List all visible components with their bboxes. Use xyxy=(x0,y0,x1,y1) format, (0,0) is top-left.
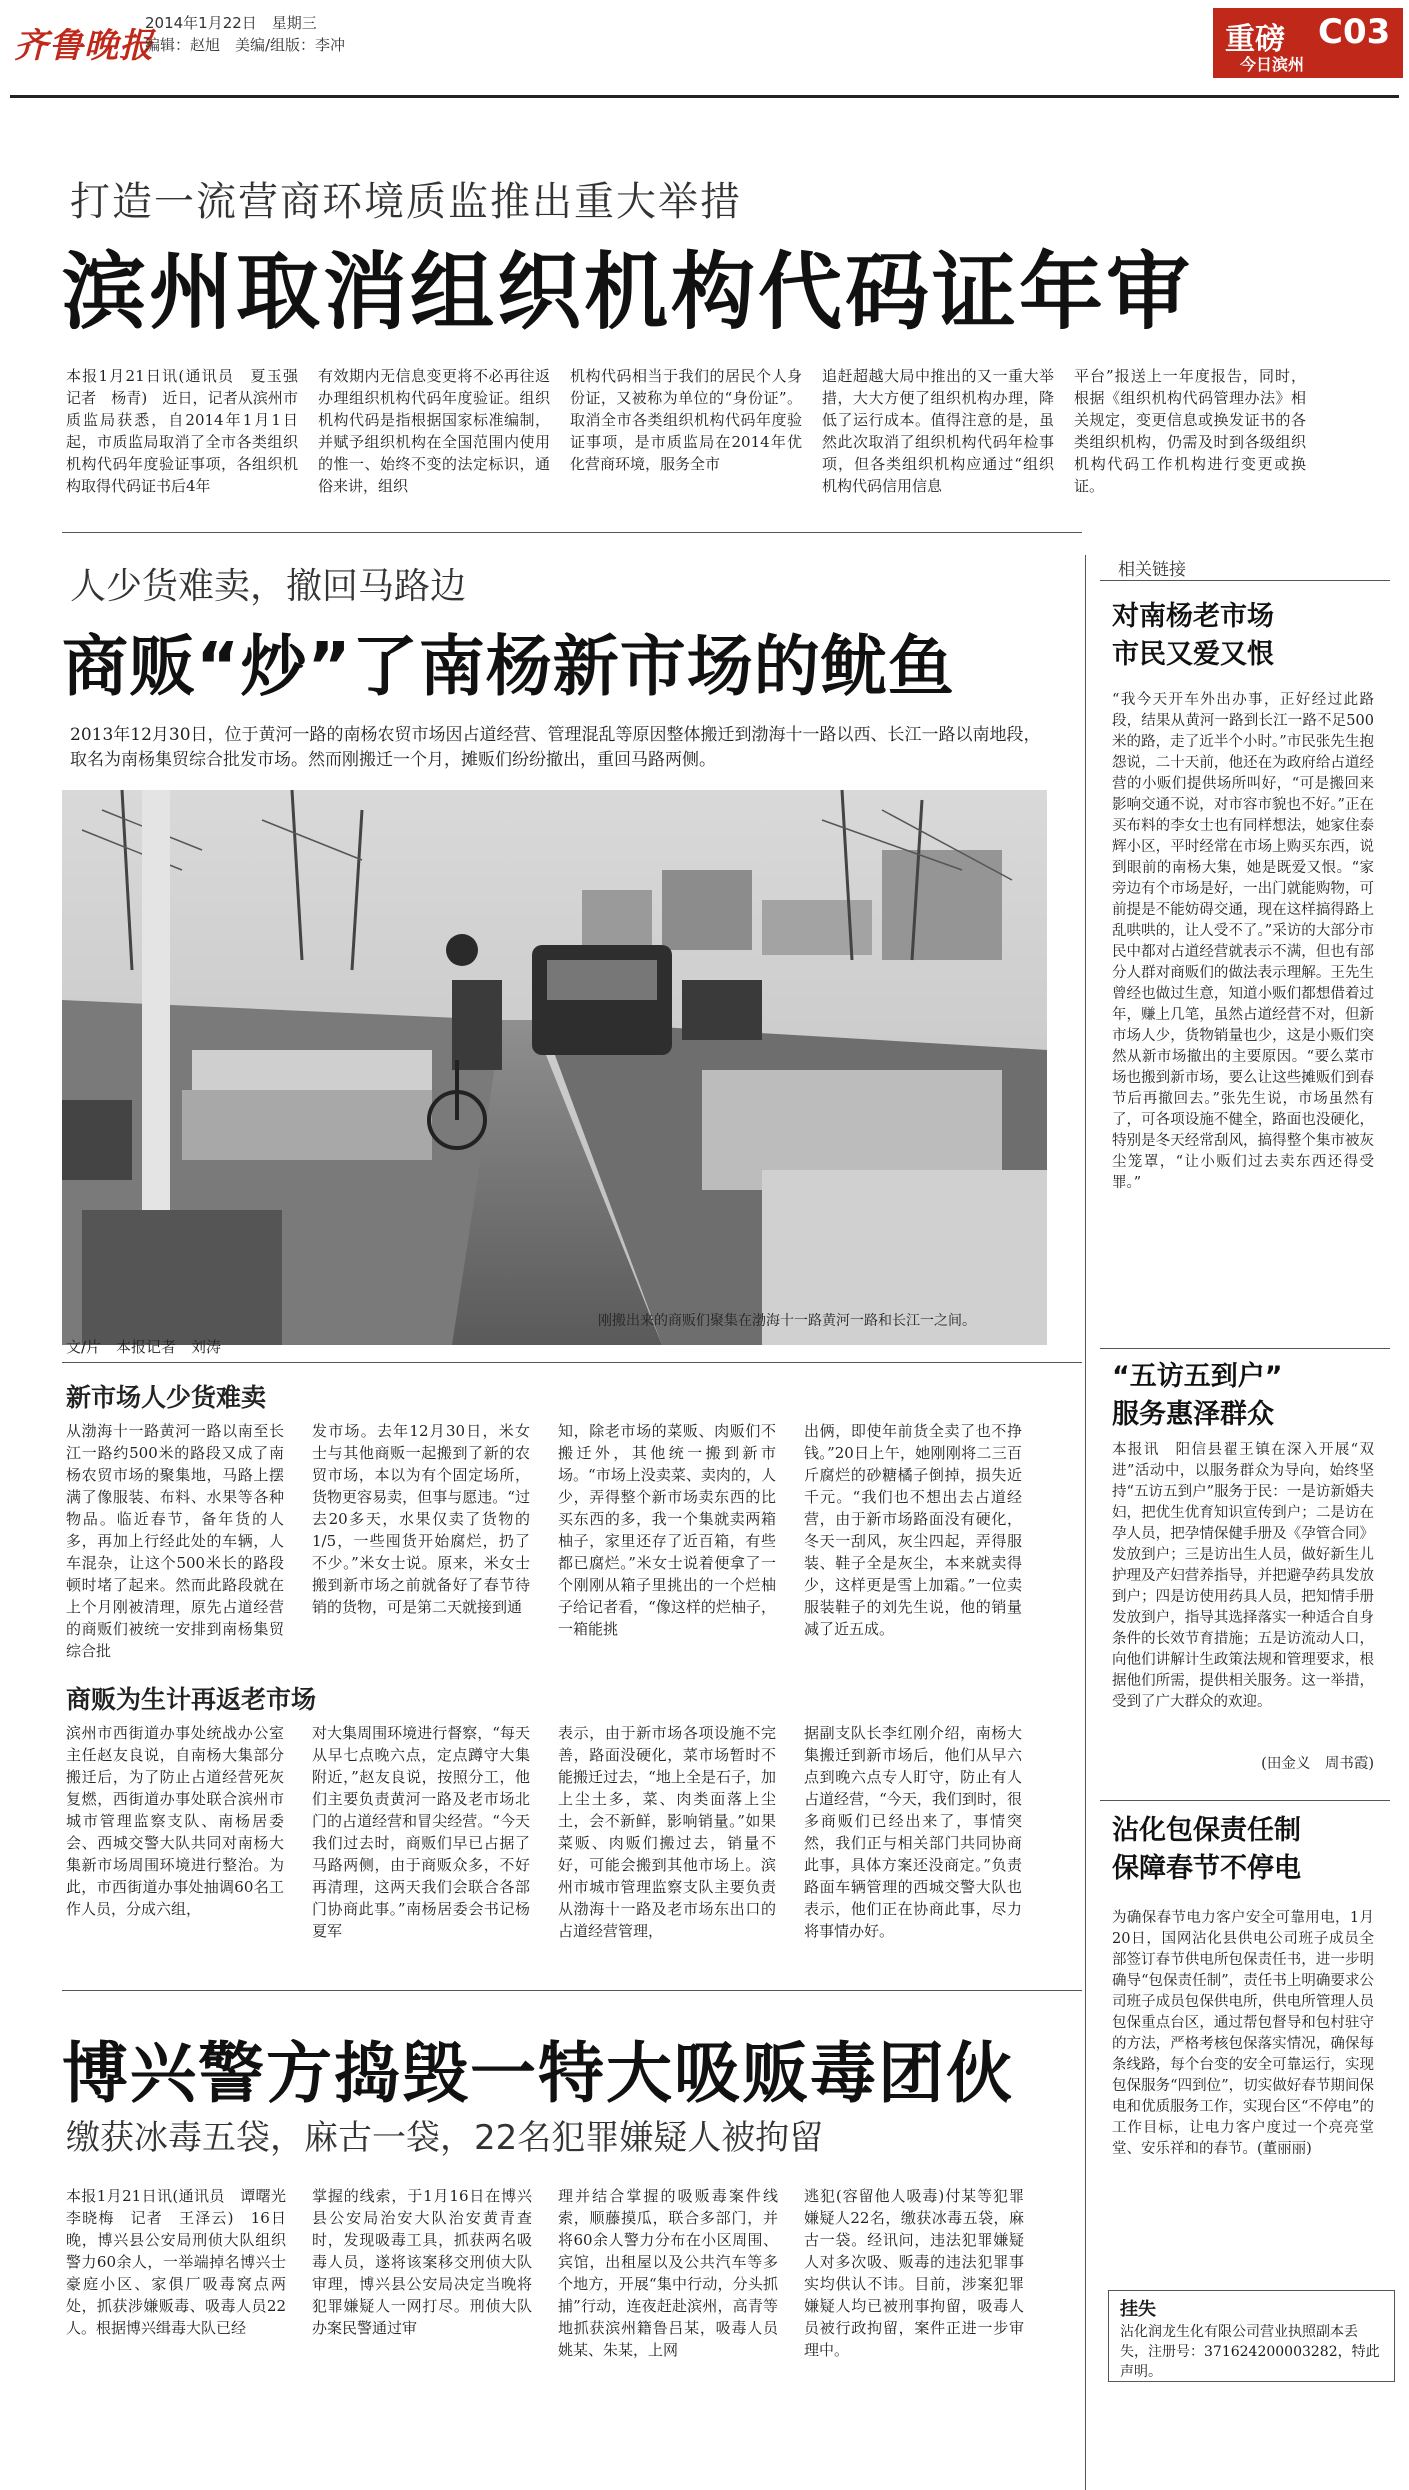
related-links-label: 相关链接 xyxy=(1118,560,1186,580)
story1-column-4: 追赶超越大局中推出的又一重大举措，大大方便了组织机构办理，降低了运行成本。值得注意的是，虽然此次取消了组织机构代码年检事项，但各类组织机构应通过“组织机构代码信用信息 xyxy=(822,367,1054,495)
editor-line: 编辑：赵旭 美编/组版：李冲 xyxy=(145,36,346,54)
page-number: C03 xyxy=(1318,12,1391,52)
story2-sec1-column-2: 发市场。去年12月30日，米女士与其他商贩一起搬到了新的农贸市场，本以为有个固定场所，货物更容易卖，但事与愿违。“过去20多天，水果仅卖了货物的1/5，一些囤货开始腐烂，扔了不少。”米女士说。原来，米女士搬到新市场之前就备好了春节待销的货物，可是第二天就接到通 xyxy=(312,1422,530,1616)
story2-subhead-1: 新市场人少货难卖 xyxy=(66,1383,267,1412)
story2-sec1-column-4: 出俩，即使年前货全卖了也不挣钱。”20日上午，她刚刚将二三百斤腐烂的砂糖橘子倒掉，损失近千元。“我们也不想出去占道经营，由于新市场路面没有硬化，冬天一刮风，灰尘四起，弄得服装、鞋子全是灰尘，本来就卖得少，这样更是雪上加霜。”一位卖服装鞋子的刘先生说，他的销量减了近五成。 xyxy=(804,1422,1022,1638)
section-sub: 今日滨州 xyxy=(1240,55,1305,74)
section-name: 重磅 xyxy=(1225,22,1285,57)
story2-subhead-2: 商贩为生计再返老市场 xyxy=(66,1685,317,1714)
notice-text: 沾化润龙生化有限公司营业执照副本丢失，注册号：371624200003282，特此声明。 xyxy=(1120,2324,1380,2380)
sidebar-headline-1: 对南杨老市场 市民又爱又恨 xyxy=(1112,601,1274,670)
masthead-rule xyxy=(10,95,1399,98)
story2-sec2-column-2: 对大集周围环境进行督察，“每天从早七点晚六点，定点蹲守大集附近，”赵友良说，按照分工，他们主要负责黄河一路及老市场北门的占道经营和冒尖经营。“今天我们过去时，商贩们早已占据了马路两侧，由于商贩众多，不好再清理，这两天我们会联合各部门协商此事。”南杨居委会书记杨夏军 xyxy=(312,1724,530,1940)
sidebar-divider-1 xyxy=(1100,1348,1390,1349)
story1-column-3: 机构代码相当于我们的居民个人身份证，又被称为单位的“身份证”。取消全市各类组织机构代码年度验证事项，是市质监局在2014年优化营商环境，服务全市 xyxy=(570,367,802,473)
story3-column-4: 逃犯(容留他人吸毒)付某等犯罪嫌疑人22名，缴获冰毒五袋，麻古一袋。经讯问，违法犯罪嫌疑人对多次吸、贩毒的违法犯罪事实均供认不讳。目前，涉案犯罪嫌疑人均已被刑事拘留，吸毒人员被行政拘留，案件正进一步审理中。 xyxy=(804,2187,1024,2359)
related-divider xyxy=(1100,580,1390,581)
story3-headline: 博兴警方捣毁一特大吸贩毒团伙 xyxy=(62,2035,1014,2112)
story2-sec1-column-3: 知，除老市场的菜贩、肉贩们不搬迁外，其他统一搬到新市场。“市场上没卖菜、卖肉的，人少，弄得整个新市场卖东西的比买东西的多，我一个集就卖两箱柚子，家里还存了近百箱，有些都已腐烂。”米女士说着便拿了一个刚刚从箱子里挑出的一个烂柚子给记者看，“像这样的烂柚子，一箱能挑 xyxy=(558,1422,776,1638)
story1-divider xyxy=(62,532,1082,533)
newspaper-logo: 齐鲁晚报 xyxy=(14,26,154,66)
story2-byline: 文/片 本报记者 刘涛 xyxy=(66,1338,222,1356)
story1-column-5: 平台”报送上一年度报告，同时，根据《组织机构代码管理办法》相关规定，变更信息或换发证书的各类组织机构，仍需及时到各级组织机构代码工作机构进行变更或换证。 xyxy=(1074,367,1306,495)
sidebar-headline-3: 沾化包保责任制 保障春节不停电 xyxy=(1112,1815,1301,1884)
byline-divider xyxy=(62,1362,1082,1363)
sidebar-text-3: 为确保春节电力客户安全可靠用电，1月20日，国网沾化县供电公司班子成员全部签订春节供电所包保责任书，进一步明确导“包保责任制”，责任书上明确要求公司班子成员包保供电所，供电所管理人员包保重点台区，通过帮包督导和包村驻守的方法，严格考核包保落实情况，确保每条线路，每个台变的安全可靠运行，实现包保服务“四到位”，切实做好春节期间保电和优质服务工作，实现台区“不停电”的工作目标，让电力客户度过一个亮亮堂堂、安乐祥和的春节。(董丽丽) xyxy=(1112,1910,1374,2157)
story3-subhead: 缴获冰毒五袋，麻古一袋，22名犯罪嫌疑人被拘留 xyxy=(66,2118,824,2158)
sidebar-text-2: 本报讯 阳信县翟王镇在深入开展“双进”活动中，以服务群众为导向，始终坚持“五访五到户”服务于民：一是访新婚夫妇，把优生优育知识宣传到户；二是访在孕人员，把孕情保健手册及《孕管合同》发放到户；三是访出生人员，做好新生儿护理及产妇营养指导，并把避孕药具发放到户；四是访使用药具人员，把知情手册发放到户，指导其选择落实一种适合自身条件的长效节育措施；五是访流动人口，向他们讲解计生政策法规和管理要求，根据他们所需，提供相关服务。这一举措，受到了广大群众的欢迎。 xyxy=(1112,1442,1374,1710)
market-photo xyxy=(62,790,1047,1345)
sidebar-text-1: “我今天开车外出办事，正好经过此路段，结果从黄河一路到长江一路不足500米的路，走了近半个小时。”市民张先生抱怨说，二十天前，他还在为政府给占道经营的小贩们提供场所叫好，“可是搬回来影响交通不说，对市容市貌也不好。”正在买布料的李女士也有同样想法，她家住泰辉小区，平时经常在市场上购买东西，说到眼前的南杨大集，她是既爱又恨。“家旁边有个市场是好，一出门就能购物，可前提是不能妨碍交通，现在这样搞得路上乱哄哄的，让人受不了。”采访的大部分市民中都对占道经营就表示不满，但也有部分人群对商贩们的做法表示理解。王先生曾经也做过生意，知道小贩们都想借着过年，赚上几笔，虽然占道经营不对，但新市场人少，货物销量也少，这是小贩们突然从新市场撤出的主要原因。“要么菜市场也搬到新市场，要么让这些摊贩们到春节后再撤回去。”张先生说，市场虽然有了，可各项设施不健全，路面也没硬化，特别是冬天经常刮风，搞得整个集市被灰尘笼罩，“让小贩们过去卖东西还得受罪。” xyxy=(1112,692,1374,1191)
sidebar-headline-2: “五访五到户” 服务惠泽群众 xyxy=(1112,1361,1283,1430)
story3-column-2: 掌握的线索，于1月16日在博兴县公安局治安大队治安黄青查时，发现吸毒工具，抓获两名吸毒人员，遂将该案移交刑侦大队审理，博兴县公安局决定当晚将犯罪嫌疑人一网打尽。刑侦大队办案民警通过审 xyxy=(312,2187,532,2337)
story3-column-1: 本报1月21日讯(通讯员 谭曙光 李晓梅 记者 王泽云) 16日晚，博兴县公安局刑侦大队组织警力60余人，一举端掉名博兴士豪庭小区、家俱厂吸毒窝点两处，抓获涉嫌贩毒、吸毒人员22人。根据博兴缉毒大队已经 xyxy=(66,2187,302,2337)
story2-sec2-column-1: 滨州市西街道办事处统战办公室主任赵友良说，自南杨大集部分搬迁后，为了防止占道经营死灰复燃，西街道办事处联合滨州市城市管理监察支队、南杨居委会、西城交警大队共同对南杨大集新市场周围环境进行整治。为此，市西街道办事处抽调60名工作人员，分成六组， xyxy=(66,1724,284,1918)
story2-sec2-column-3: 表示，由于新市场各项设施不完善，路面没硬化，菜市场暂时不能搬迁过去，“地上全是石子，加上尘土多，菜、肉类面落上尘土，会不新鲜，影响销量。”如果菜贩、肉贩们搬过去，销量不好，可能会搬到其他市场上。滨州市城市管理监察支队主要负责从渤海十一路及老市场东出口的占道经营管理， xyxy=(558,1724,776,1940)
story2-lead: 2013年12月30日，位于黄河一路的南杨农贸市场因占道经营、管理混乱等原因整体搬迁到渤海十一路以西、长江一路以南地段，取名为南杨集贸综合批发市场。然而刚搬迁一个月，摊贩们纷纷撤出，重回马路两侧。 xyxy=(70,725,1041,770)
story2-kicker: 人少货难卖，撤回马路边 xyxy=(70,566,467,607)
story1-kicker: 打造一流营商环境质监推出重大举措 xyxy=(70,179,742,225)
sidebar-rule xyxy=(1085,555,1086,2490)
photo-caption: 刚搬出来的商贩们聚集在渤海十一路黄河一路和长江一之间。 xyxy=(598,1313,976,1329)
story2-divider xyxy=(62,1990,1082,1991)
story2-sec1-column-1: 从渤海十一路黄河一路以南至长江一路约500米的路段又成了南杨农贸市场的聚集地，马路上摆满了像服装、布料、水果等各种物品。临近春节，备年货的人多，再加上行经此处的车辆，人车混杂，让这个500米长的路段顿时堵了起来。然而此路段就在上个月刚被清理，原先占道经营的商贩们被统一安排到南杨集贸综合批 xyxy=(66,1422,284,1660)
story1-column-2: 有效期内无信息变更将不必再往返办理组织机构代码年度验证。组织机构代码是指根据国家标准编制，并赋予组织机构在全国范围内使用的惟一、始终不变的法定标识，通俗来讲，组织 xyxy=(318,367,550,495)
story2-headline: 商贩“炒”了南杨新市场的鱿鱼 xyxy=(62,628,955,705)
story1-column-1: 本报1月21日讯(通讯员 夏玉强 记者 杨青) 近日，记者从滨州市质监局获悉，自2014年1月1日起，市质监局取消了全市各类组织机构代码年度验证事项，各组织机构取得代码证书后4年 xyxy=(66,367,314,495)
date-line: 2014年1月22日 星期三 xyxy=(145,14,317,32)
story1-headline: 滨州取消组织机构代码证年审 xyxy=(62,243,1194,341)
sidebar-divider-2 xyxy=(1100,1800,1390,1801)
notice-title: 挂失 xyxy=(1120,2299,1156,2320)
sidebar-text-2-credit: (田金义 周书霞) xyxy=(1261,1756,1374,1772)
story3-column-3: 理并结合掌握的吸贩毒案件线索，顺藤摸瓜，联合多部门，并将60余人警力分布在小区周围、宾馆，出租屋以及公共汽车等多个地方，开展“集中行动，分头抓捕”行动，连夜赶赴滨州，高青等地抓获滨州籍鲁吕某，吸毒人员姚某、朱某，上网 xyxy=(558,2187,778,2359)
story2-sec2-column-4: 据副支队长李红刚介绍，南杨大集搬迁到新市场后，他们从早六点到晚六点专人盯守，防止有人占道经营，“今天，我们到时，很多商贩们已经出来了，事情突然，我们正与相关部门共同协商此事，具体方案还没商定。”负责路面车辆管理的西城交警大队也表示，他们正在协商此事，尽力将事情办好。 xyxy=(804,1724,1022,1940)
